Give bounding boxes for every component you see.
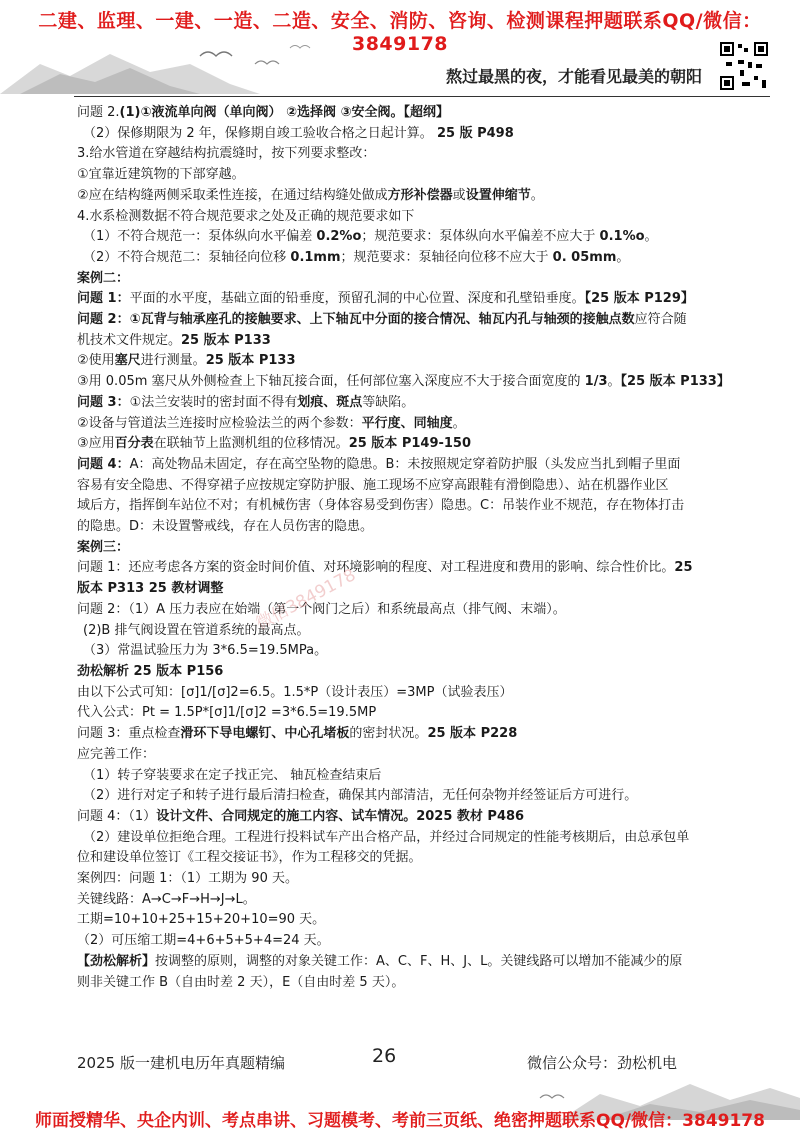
text-segment: 问题 2：（1）A 压力表应在始端（第一个阀门之后）和系统最高点（排气阀、末端）。 (77, 601, 566, 617)
text-segment: （2）可压缩工期=4+6+5+5+4=24 天。 (77, 933, 330, 949)
text-segment: 按调整的原则，调整的对象关键工作：A、C、F、H、J、L。关键线路可以增加不能减少的原 (155, 953, 683, 969)
text-segment: 问题 2：①瓦背与轴承座孔的接触要求、上下轴瓦中分面的接合情况、轴瓦内孔与轴颈的接触点数 (77, 312, 635, 328)
text-line (77, 103, 725, 124)
text-line (77, 496, 725, 517)
top-banner: 二建、监理、一建、一造、二造、安全、消防、咨询、检测课程押题联系QQ/微信：3849178 (38, 10, 762, 55)
text-line (77, 579, 725, 600)
text-line (77, 724, 725, 745)
text-segment: 应完善工作： (77, 746, 156, 762)
text-segment: 0.1mm (290, 249, 341, 265)
text-line (77, 683, 725, 704)
text-line (77, 910, 725, 931)
text-segment: 25 版 P498 (436, 125, 514, 141)
text-line (77, 393, 725, 414)
bottom-banner: 师面授精华、央企内训、考点串讲、习题模考、考前三页纸、绝密押题联系QQ/微信：3849178 (35, 1111, 765, 1131)
text-segment: ；规范要求：泵体纵向水平偏差不应大于 (361, 229, 600, 245)
text-segment: 4.水系检测数据不符合规范要求之处及正确的规范要求如下 (77, 208, 415, 224)
text-segment: 【25 版本 P133】 (620, 374, 730, 390)
document-body (77, 103, 730, 993)
text-segment: 问题 2. (77, 105, 120, 120)
text-segment: ③应用 (77, 436, 115, 452)
text-line (77, 207, 725, 228)
header-divider (74, 96, 770, 97)
text-line (77, 600, 725, 621)
text-segment: 问题 1： (77, 291, 130, 307)
text-line (77, 476, 725, 497)
text-segment: 则非关键工作 B（自由时差 2 天），E（自由时差 5 天）。 (77, 974, 405, 990)
text-line (77, 144, 725, 165)
text-segment: 平面的水平度，基础立面的铅垂度，预留孔洞的中心位置、深度和孔壁铅垂度。 (129, 291, 585, 307)
footer-book-title: 2025 版一建机电历年真题精编 (77, 1054, 285, 1072)
text-segment: ②应在结构缝两侧采取柔性连接，在通过结构缝处做成 (77, 187, 388, 203)
text-segment: 25 (674, 560, 693, 576)
text-segment: 百分表 (114, 436, 154, 452)
qr-code-icon (718, 40, 770, 92)
text-line (77, 662, 725, 683)
text-segment: ①宜靠近建筑物的下部穿越。 (77, 167, 245, 183)
text-line (77, 248, 725, 269)
text-line (77, 372, 730, 393)
text-line (77, 517, 725, 538)
text-line (77, 269, 725, 290)
text-segment: ；规范要求：泵轴径向位移不应大于 (340, 249, 553, 265)
text-line (77, 331, 725, 352)
text-line (77, 786, 725, 807)
text-segment: 0.2%o (316, 229, 362, 245)
text-line (77, 641, 725, 662)
text-line (77, 538, 725, 559)
text-segment: 滑环下导电螺钉、中心孔堵板 (180, 726, 350, 742)
text-segment: (2)B 排气阀设置在管道系统的最高点。 (83, 622, 310, 638)
text-segment: 【劲松解析】 (77, 953, 156, 969)
text-segment: 关键线路：A→C→F→H→J→L。 (77, 891, 256, 907)
text-segment: 。 (530, 187, 544, 203)
text-segment: 25 版本 P133 (205, 353, 296, 369)
text-segment: 平行度、同轴度 (361, 415, 453, 431)
text-segment: A：高处物品未固定，存在高空坠物的隐患。B：未按照规定穿着防护服（头发应当扎到帽子里面 (129, 456, 681, 472)
text-line (77, 165, 725, 186)
text-line (77, 558, 725, 579)
text-segment: 。 (616, 249, 630, 265)
text-line (77, 703, 725, 724)
text-segment: 版本 P313 25 教材调整 (77, 581, 224, 597)
text-segment: 问题 3： (77, 394, 130, 410)
text-line (77, 289, 725, 310)
text-segment: （3）常温试验压力为 3*6.5=19.5MPa。 (83, 643, 328, 659)
text-segment: 。 (607, 374, 621, 390)
text-segment: 设置伸缩节 (465, 187, 531, 203)
text-line (77, 869, 725, 890)
text-segment: （1）不符合规范一：泵体纵向水平偏差 (83, 229, 317, 245)
text-segment: 25 版本 P149-150 (348, 436, 472, 452)
text-segment: ②设备与管道法兰连接时应检验法兰的两个参数： (77, 415, 362, 431)
text-segment: （2）建设单位拒绝合理。工程进行投料试车产出合格产品，并经过合同规定的性能考核期后，由总承包单 (83, 829, 690, 845)
text-segment: 域后方，指挥倒车站位不对；有机械伤害（身体容易受到伤害）隐患。C：吊装作业不规范，存在物体打击 (77, 498, 685, 514)
text-segment: ③用 0.05m 塞尺从外侧检查上下轴瓦接合面，任何部位塞入深度应不大于接合面宽度的 (77, 374, 585, 390)
text-segment: 问题 4： (77, 456, 130, 472)
text-line (77, 973, 725, 994)
text-line (77, 931, 725, 952)
text-line (77, 952, 725, 973)
text-line (77, 745, 725, 766)
text-segment: 案例四：问题 1：（1）工期为 90 天。 (77, 871, 298, 887)
text-segment: 。 (452, 415, 466, 431)
text-segment: 问题 3：重点检查 (77, 726, 181, 742)
text-segment: 代入公式：Pt = 1.5P*[σ]1/[σ]2 =3*6.5=19.5MP (77, 705, 377, 721)
text-segment: 应符合随 (634, 312, 687, 328)
text-segment: 案例二： (77, 270, 130, 286)
text-line (77, 890, 725, 911)
text-line (77, 807, 725, 828)
text-segment: 方形补偿器 (387, 187, 453, 203)
watermark: 微信3849178 (252, 565, 360, 635)
text-segment: (1)①液流单向阀（单向阀） ②选择阀 ③安全阀。【超纲】 (119, 105, 450, 120)
text-segment: 【25 版本 P129】 (584, 291, 694, 307)
text-segment: 案例三： (77, 539, 130, 555)
text-segment: 0.1%o (599, 229, 645, 245)
footer-wechat: 微信公众号：劲松机电 (527, 1054, 678, 1072)
page-number: 26 (372, 1045, 397, 1067)
text-line (77, 124, 725, 145)
text-segment: 机技术文件规定。 (77, 332, 182, 348)
text-line (77, 434, 725, 455)
text-line (77, 766, 725, 787)
text-segment: 的密封状况。 (349, 726, 428, 742)
text-segment: 设计文件、合同规定的施工内容、试车情况。2025 教材 P486 (156, 808, 525, 824)
text-segment: 划痕、斑点 (297, 394, 363, 410)
text-line (77, 310, 725, 331)
text-segment: 由以下公式可知：[σ]1/[σ]2=6.5。1.5*P（设计表压）=3MP（试验表压） (77, 684, 513, 700)
text-segment: 容易有安全隐患、不得穿裙子应按规定穿防护服、施工现场不应穿高跟鞋有滑倒隐患）、站在机器作业区 (77, 477, 669, 493)
text-segment: 问题 4：（1） (77, 808, 157, 824)
text-segment: 劲松解析 25 版本 P156 (77, 663, 224, 679)
text-segment: 0. 05mm (552, 249, 617, 265)
text-line (77, 828, 725, 849)
text-segment: ①法兰安装时的密封面不得有 (129, 394, 298, 410)
text-segment: ②使用 (77, 353, 115, 369)
header-slogan: 熬过最黑的夜，才能看见最美的朝阳 (445, 67, 702, 86)
text-segment: 位和建设单位签订《工程交接证书》，作为工程移交的凭据。 (77, 850, 422, 866)
text-line (77, 414, 725, 435)
text-segment: 问题 1：还应考虑各方案的资金时间价值、对环境影响的程度、对工程进度和费用的影响、综合性价比。 (77, 560, 675, 576)
text-line (77, 455, 725, 476)
text-segment: （2）不符合规范二：泵轴径向位移 (83, 249, 291, 265)
text-segment: 。 (644, 229, 658, 245)
text-segment: 1/3 (584, 374, 608, 390)
text-segment: 3.给水管道在穿越结构抗震缝时，按下列要求整改： (77, 146, 376, 162)
text-segment: （2）保修期限为 2 年，保修期自竣工验收合格之日起计算。 (83, 125, 437, 141)
text-line (77, 848, 725, 869)
text-segment: 工期=10+10+25+15+20+10=90 天。 (77, 912, 326, 928)
text-segment: （2）进行对定子和转子进行最后清扫检查，确保其内部清洁，无任何杂物并经签证后方可进行。 (83, 788, 638, 804)
text-segment: （1）转子穿装要求在定子找正完、 轴瓦检查结束后 (83, 767, 382, 783)
text-segment: 的隐患。D：未设置警戒线，存在人员伤害的隐患。 (77, 519, 374, 535)
text-segment: 25 版本 P133 (181, 332, 271, 348)
text-line (77, 351, 725, 372)
text-segment: 或 (452, 187, 466, 203)
text-line (77, 227, 725, 248)
text-line (77, 621, 725, 642)
text-segment: 进行测量。 (140, 353, 206, 369)
text-segment: 等缺陷。 (362, 394, 415, 410)
text-line (77, 186, 725, 207)
text-segment: 在联轴节上监测机组的位移情况。 (153, 436, 349, 452)
text-segment: 25 版本 P228 (427, 726, 518, 742)
text-segment: 塞尺 (114, 353, 141, 369)
